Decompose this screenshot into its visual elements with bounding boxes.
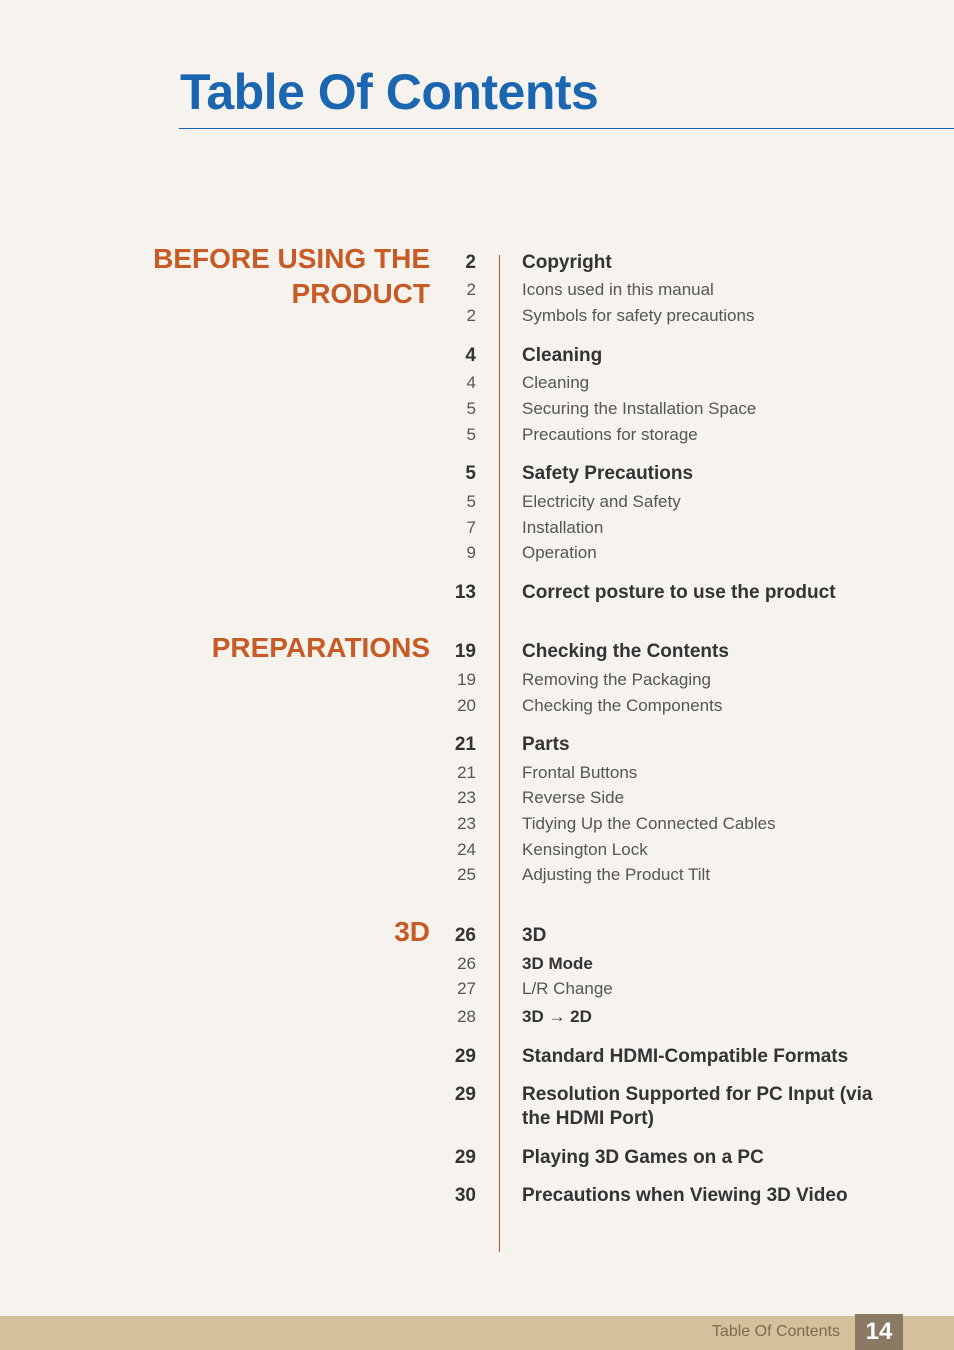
toc-page: 5 [466,399,476,418]
toc-title: 3D Mode [522,954,593,973]
toc-page: 29 [454,1046,476,1067]
toc-title: Standard HDMI-Compatible Formats [522,1046,849,1067]
toc-page: 24 [457,840,476,859]
title-divider [179,128,954,129]
toc-page: 13 [454,582,476,603]
toc-page: 23 [457,814,476,833]
toc-page: 2 [466,280,476,299]
toc-title: 3D [522,925,547,946]
toc-page: 2 [465,252,476,273]
toc-title: Removing the Packaging [522,670,712,689]
section-before-using [153,241,430,311]
toc-title: Parts [522,734,570,755]
toc-page: 26 [457,954,476,973]
toc-title: Kensington Lock [522,840,648,859]
toc-page: 19 [454,641,476,662]
toc-title: Adjusting the Product Tilt [522,865,711,884]
toc-title: L/R Change [522,979,613,998]
toc-title: Correct posture to use the product [522,582,836,603]
toc-page: 5 [465,463,476,484]
toc-title: Securing the Installation Space [522,399,757,418]
toc-title: Checking the Contents [522,641,729,662]
toc-title: Safety Precautions [522,463,694,484]
toc-title: Electricity and Safety [522,492,681,511]
toc-title: Operation [522,543,597,562]
toc-page: 28 [457,1007,476,1026]
toc-title: Resolution Supported for PC Input (via the HDMI Port) [522,1084,873,1129]
toc-title: Checking the Components [522,696,723,715]
toc-title: Reverse Side [522,788,625,807]
toc-title: Installation [522,518,604,537]
toc-page: 9 [466,543,476,562]
toc-title: Cleaning [522,373,590,392]
toc-title: Copyright [522,252,612,273]
section-3d: 3D [394,916,430,947]
toc-title: Precautions when Viewing 3D Video [522,1185,848,1206]
toc-page: 5 [466,425,476,444]
section-before-line1: BEFORE USING THE [153,243,430,274]
toc-page: 29 [454,1147,476,1168]
toc-title: Symbols for safety precautions [522,306,755,325]
page-number: 14 [855,1314,903,1350]
toc-title: Tidying Up the Connected Cables [522,814,776,833]
section-before-line2: PRODUCT [291,278,430,309]
toc-page: 5 [466,492,476,511]
toc-page: 4 [465,345,476,366]
page-title: Table Of Contents [180,64,599,120]
toc-page: 25 [457,865,476,884]
toc-page: 7 [466,518,476,537]
toc-page: 20 [457,696,476,715]
toc-title: 3D → 2D [522,1007,592,1026]
toc-page: 30 [454,1185,476,1206]
toc-page: 2 [466,306,476,325]
toc-page: 29 [454,1084,476,1105]
toc-page: 4 [466,373,476,392]
toc-title: Icons used in this manual [522,280,714,299]
toc-page: 21 [457,763,476,782]
toc-title: Cleaning [522,345,603,366]
footer-label: Table Of Contents [711,1323,840,1340]
toc-page: 19 [457,670,476,689]
section-preparations: PREPARATIONS [211,632,430,663]
toc-page: 27 [457,979,476,998]
toc-page: 21 [454,734,476,755]
toc-title: Frontal Buttons [522,763,638,782]
toc-page: 26 [454,925,476,946]
toc-page: 23 [457,788,476,807]
column-divider [499,255,500,1252]
toc-title: Precautions for storage [522,425,698,444]
toc-title: Playing 3D Games on a PC [522,1147,764,1168]
